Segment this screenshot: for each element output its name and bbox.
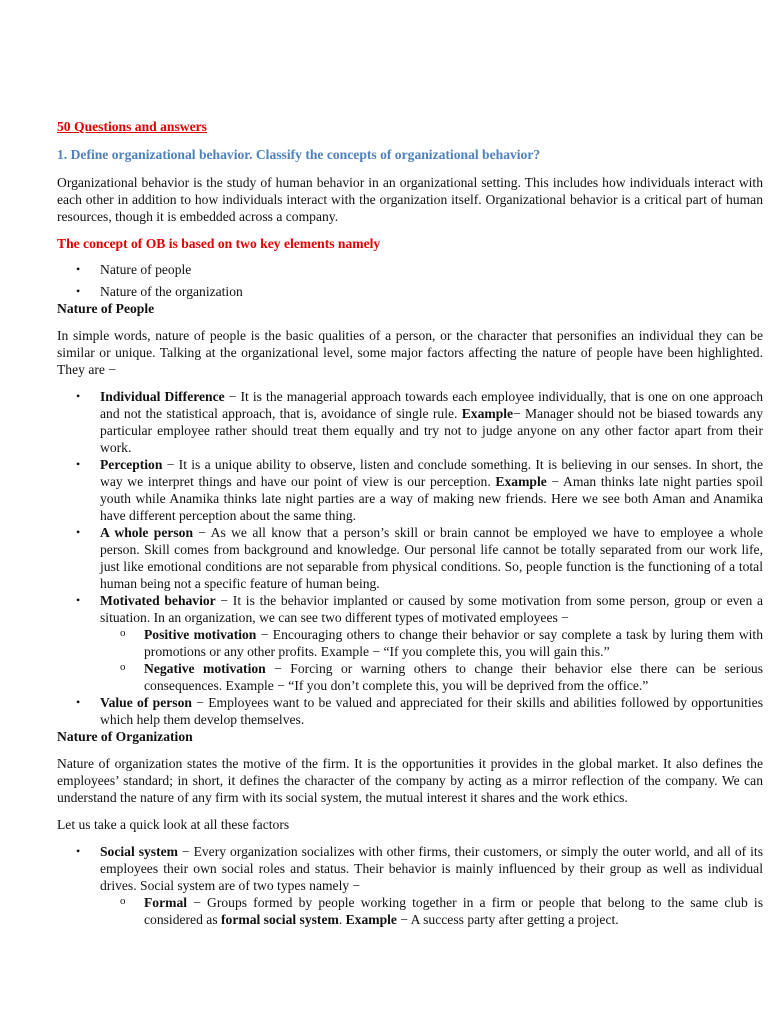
example-label: Example <box>495 474 547 489</box>
concept-heading: The concept of OB is based on two key elements namely <box>57 236 381 251</box>
item-text: − It is the managerial approach towards each employee individually, that is one on one approach and not the statistical approach, that is, avoidance of single rule. <box>100 389 763 421</box>
list-item <box>57 843 763 928</box>
item-punct: . <box>338 912 346 927</box>
list-item <box>57 524 763 592</box>
item-term: A whole person <box>100 525 194 540</box>
motivation-types-list <box>100 626 763 694</box>
organization-factors-list <box>57 843 763 928</box>
quick-look-text: Let us take a quick look at all these factors <box>57 817 290 832</box>
elements-list <box>57 261 763 300</box>
social-system-types-list <box>100 894 763 928</box>
nature-of-people-paragraph: In simple words, nature of people is the basic qualities of a person, or the character that personifies an individual they can be similar or unique. Talking at the organizational level, some major factors affecting the nature of people have been highlighted. They are − <box>57 328 763 377</box>
document-title: 50 Questions and answers <box>57 119 207 134</box>
document-page <box>57 118 763 928</box>
item-bold-phrase: formal social system <box>221 912 339 927</box>
item-term: Formal <box>144 895 188 910</box>
list-item <box>57 388 763 456</box>
item-text: − Forcing or warning others to change their behavior else there can be serious consequences. Example − “If you don’t complete this, you will be deprived from the office.” <box>144 661 763 693</box>
nature-of-organization-paragraph: Nature of organization states the motive of the firm. It is the opportunities it provides in the global market. It also defines the employees’ standard; in short, it defines the character of the company by acting as a mirror reflection of the company. We can understand the nature of any firm with its social system, the mutual interest it shares and the work ethics. <box>57 756 763 805</box>
example-text: − Aman thinks late night parties spoil youth while Anamika thinks late night parties are a way of making new friends. Here we see both Aman and Anamika have different perception about the same thing. <box>100 474 763 523</box>
item-term: Negative motivation <box>144 661 266 676</box>
item-term: Perception <box>100 457 163 472</box>
item-text: − It is the behavior implanted or caused by some motivation from some person, group or even a situation. In an organization, we can see two different types of motivated employees − <box>100 593 763 625</box>
list-item <box>57 592 763 694</box>
nature-of-organization-heading: Nature of Organization <box>57 729 193 744</box>
item-text: − Groups formed by people working together in a firm or people that belong to the same club is considered as <box>144 895 763 927</box>
example-label: Example <box>345 912 397 927</box>
item-term: Motivated behavior <box>100 593 216 608</box>
item-text: − Encouraging others to change their behavior or say complete a task by luring them with promotions or any other profits. Example − “If you complete this, you will gain this.” <box>144 627 763 659</box>
item-term: Social system <box>100 844 178 859</box>
item-text: − It is a unique ability to observe, listen and conclude something. It is believing in our senses. In short, the way we interpret things and have our point of view is our perception. <box>100 457 763 489</box>
list-item <box>57 456 763 524</box>
example-text: − Manager should not be biased towards any particular employee rather should treat them equally and try not to judge anyone on any other factor apart from their work. <box>100 406 763 455</box>
list-item: • Nature of people <box>57 261 763 278</box>
intro-paragraph: Organizational behavior is the study of human behavior in an organizational setting. This includes how individuals interact with each other in addition to how individuals interact with the organization itself. Organizational behavior is a critical part of human resources, though it is embedded across a company. <box>57 175 763 224</box>
example-label: Example <box>461 406 514 421</box>
sub-list-item <box>57 660 763 694</box>
item-text: − Employees want to be valued and appreciated for their skills and abilities followed by opportunities which help them develop themselves. <box>100 695 763 727</box>
item-term: Positive motivation <box>144 627 257 642</box>
nature-of-people-heading: Nature of People <box>57 301 155 316</box>
example-text: − A success party after getting a project. <box>396 912 619 927</box>
list-item: • Nature of the organization <box>57 283 763 300</box>
item-text: − Every organization socializes with other firms, their customers, or simply the outer world, and all of its employees their own social roles and status. Their behavior is mainly influenced by their group as well as individual drives. Social system are of two types namely − <box>100 844 763 893</box>
list-item <box>57 694 763 728</box>
item-term: Individual Difference <box>100 389 225 404</box>
people-factors-list <box>57 388 763 728</box>
sub-list-item <box>57 626 763 660</box>
question-heading: 1. Define organizational behavior. Classify the concepts of organizational behavior? <box>57 147 541 162</box>
item-term: Value of person <box>100 695 192 710</box>
item-text: − As we all know that a person’s skill or brain cannot be employed we have to employee a whole person. Skill comes from background and knowledge. Our personal life cannot be totally separated from our work life, just like emotional conditions are not separable from physical conditions. So, people function is the functioning of a total human being not a specific feature of human being. <box>100 525 763 591</box>
sub-list-item <box>57 894 763 928</box>
